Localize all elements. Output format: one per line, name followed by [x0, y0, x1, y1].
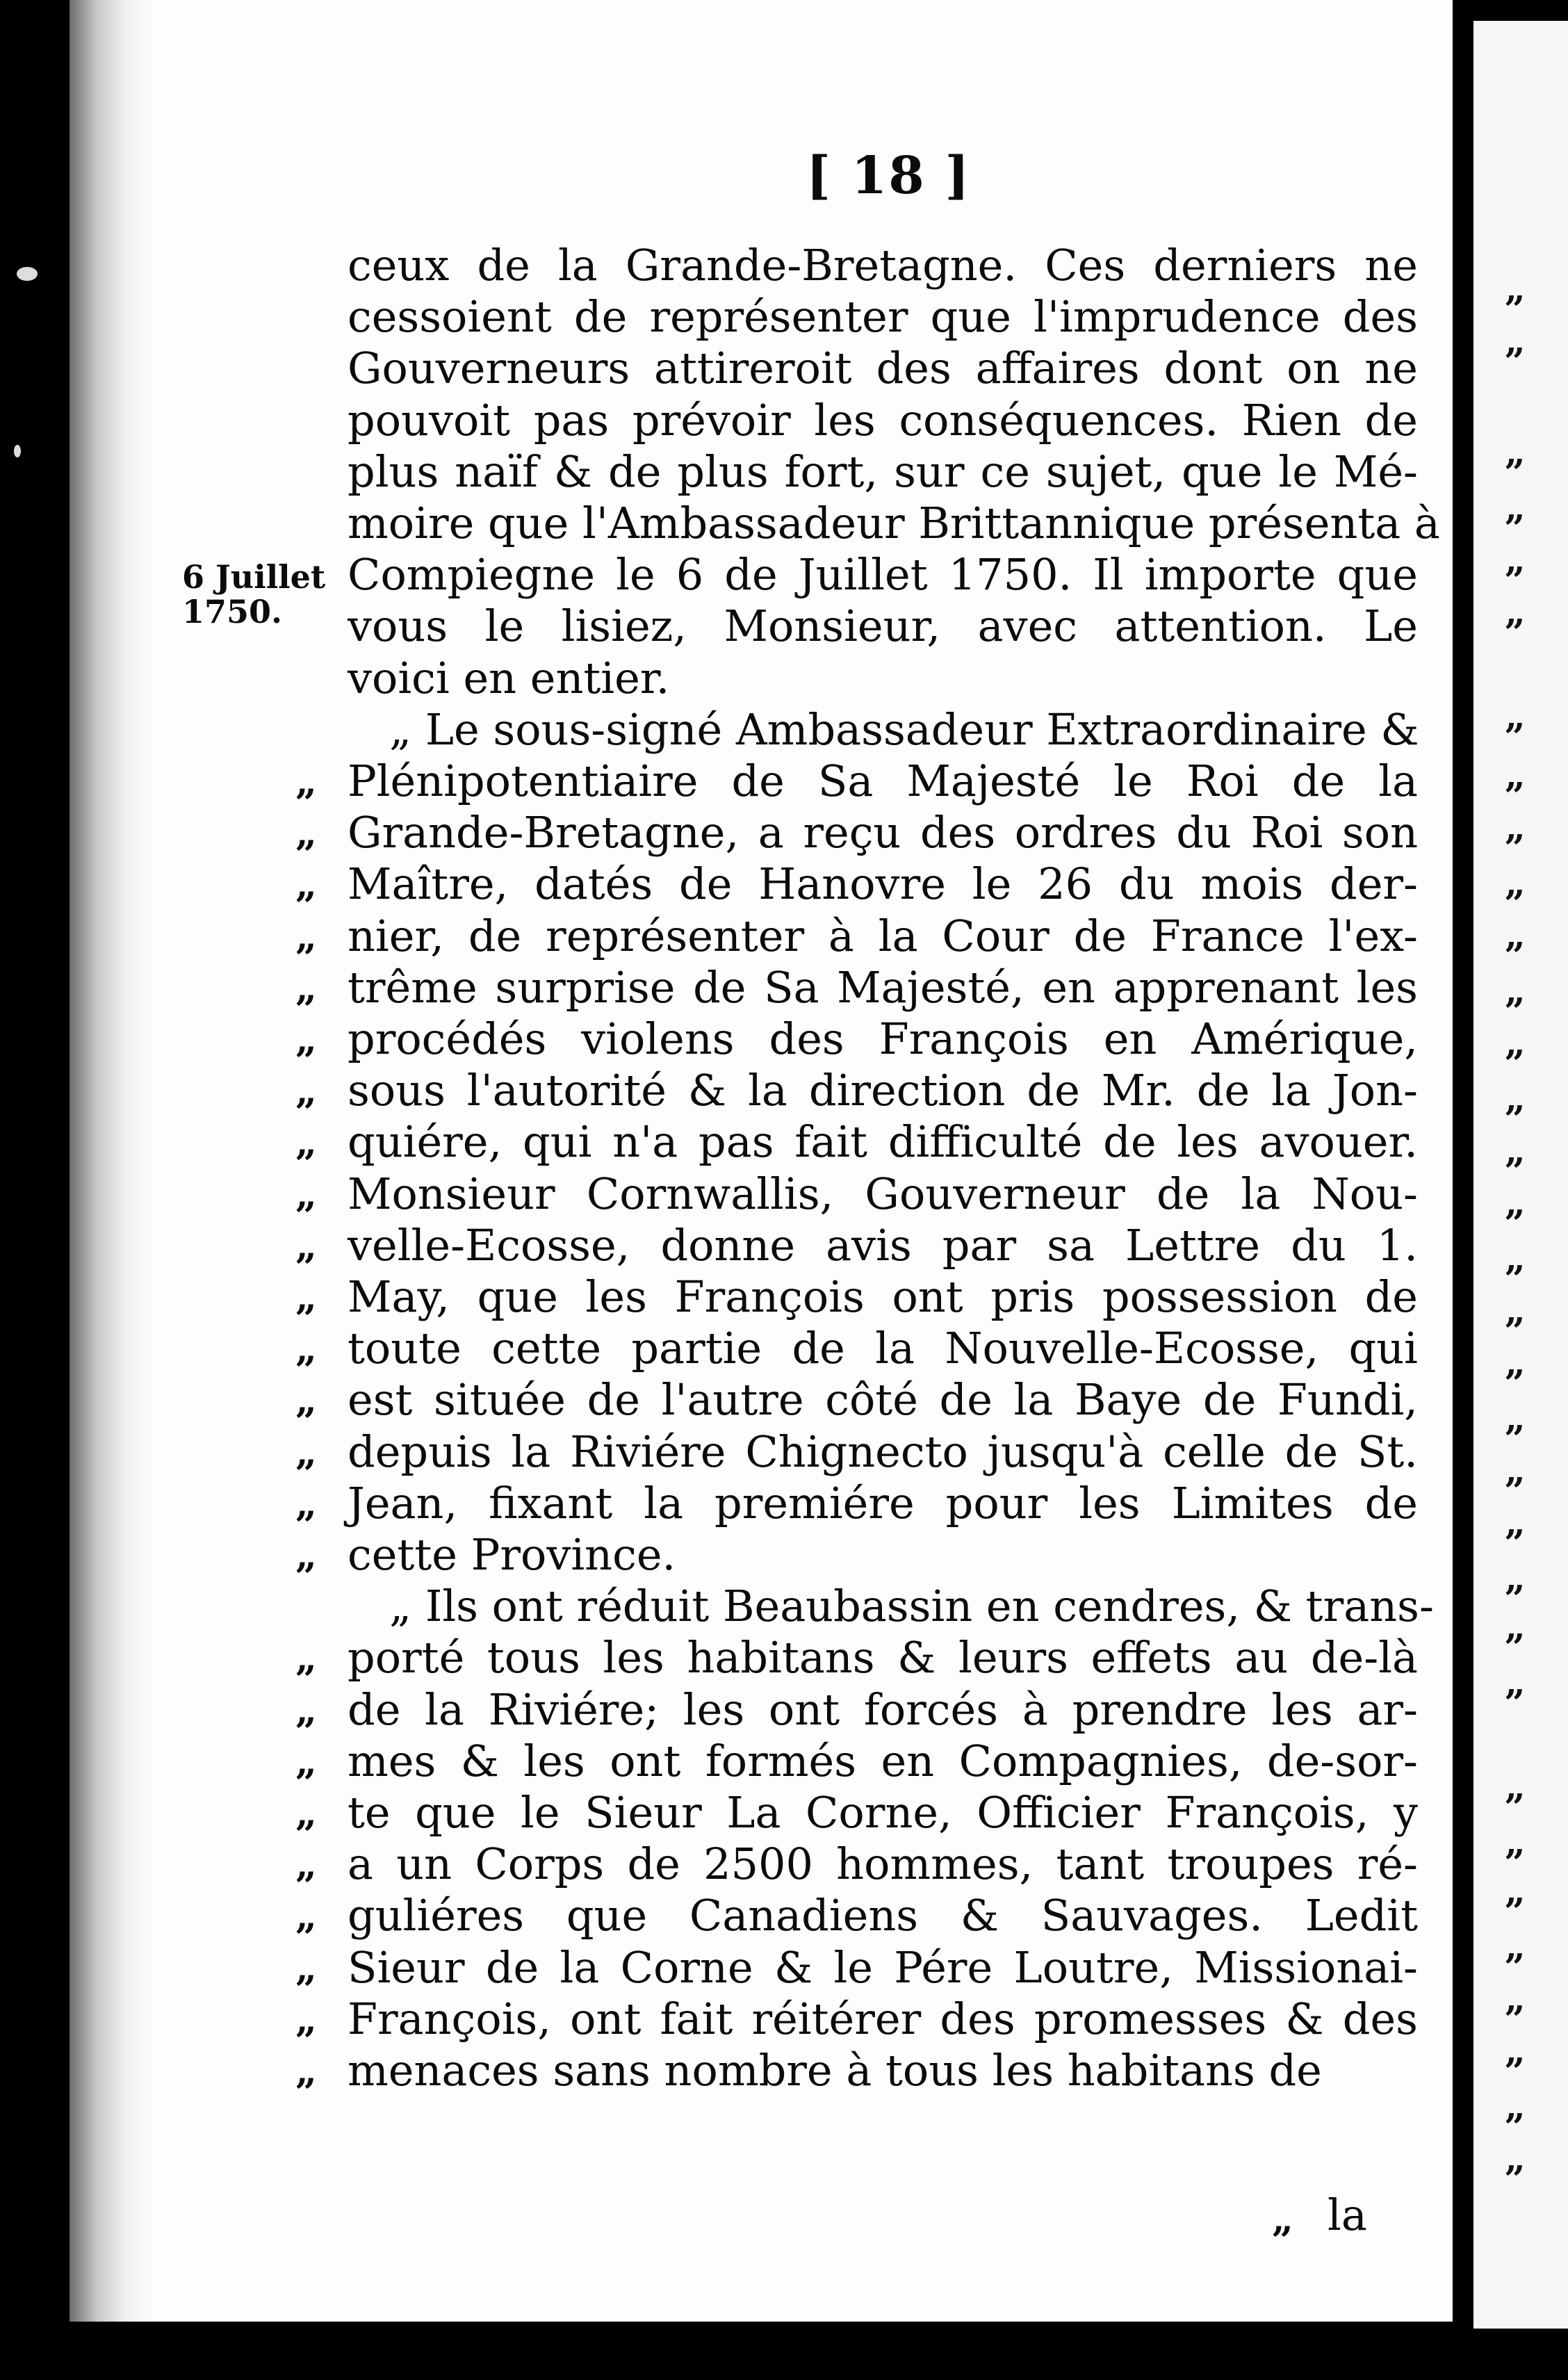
quote-mark: „ — [1505, 1501, 1526, 1544]
book-spine-shadow — [70, 0, 153, 2380]
quote-mark: „ — [295, 1739, 318, 1784]
quote-mark: „ — [1505, 862, 1526, 904]
text-line: Compiegne le 6 de Juillet 1750. Il importe que — [348, 549, 1418, 600]
text-line: te que le Sieur La Corne, Officier François, y — [348, 1787, 1418, 1838]
quote-mark: „ — [295, 1275, 318, 1319]
text-line: procédés violens des François en Amérique, — [348, 1013, 1418, 1064]
text-line: Sieur de la Corne & le Pére Loutre, Missionai- — [348, 1942, 1418, 1993]
text-line: Plénipotentiaire de Sa Majesté le Roi de la — [348, 756, 1418, 806]
quote-mark: „ — [1505, 1557, 1526, 1599]
quote-mark: „ — [295, 1533, 318, 1577]
quote-mark: „ — [1505, 1237, 1526, 1280]
quote-mark: „ — [1505, 1182, 1526, 1224]
text-line: voici en entier. — [348, 653, 670, 703]
left-scan-border — [0, 0, 70, 2380]
quote-mark: „ — [295, 759, 318, 804]
quote-mark: „ — [295, 1636, 318, 1680]
quote-mark: „ — [295, 1326, 318, 1371]
text-line: „ Le sous-signé Ambassadeur Extraordinaire & — [389, 704, 1419, 755]
text-line: ceux de la Grande-Bretagne. Ces derniers ne — [348, 240, 1418, 291]
quote-mark: „ — [1505, 539, 1526, 581]
quote-mark: „ — [295, 1430, 318, 1474]
text-line: quiére, qui n'a pas fait difficulté de les avouer. — [348, 1116, 1418, 1167]
page-divider — [1453, 0, 1473, 2380]
text-line: porté tous les habitans & leurs effets au de-là — [348, 1632, 1418, 1683]
text-line: Gouverneurs attireroit des affaires dont on ne — [348, 343, 1418, 393]
quote-mark: „ — [1505, 754, 1526, 797]
quote-mark: „ — [1505, 1821, 1526, 1864]
text-line: a un Corps de 2500 hommes, tant troupes ré- — [348, 1839, 1418, 1889]
quote-mark: „ — [295, 1688, 318, 1732]
quote-mark: „ — [295, 1946, 318, 1990]
text-line: trême surprise de Sa Majesté, en apprenant les — [348, 962, 1418, 1013]
quote-mark: „ — [295, 862, 318, 906]
text-line: guliéres que Canadiens & Sauvages. Ledit — [348, 1890, 1418, 1941]
margin-note-line: 6 Juillet — [182, 558, 326, 596]
quote-mark: „ — [1505, 1978, 1526, 2020]
text-line: mes & les ont formés en Compagnies, de-sor- — [348, 1736, 1418, 1786]
catchword: la — [1328, 2190, 1367, 2240]
quote-mark: „ — [1505, 1606, 1526, 1648]
quote-mark: „ — [1505, 1397, 1526, 1440]
quote-mark: „ — [1505, 591, 1526, 633]
quote-mark: „ — [1505, 1925, 1526, 1968]
quote-mark: „ — [1505, 1077, 1526, 1120]
page-number: [ 18 ] — [806, 146, 971, 206]
quote-mark: „ — [295, 1893, 318, 1938]
text-line: sous l'autorité & la direction de Mr. de la Jon- — [348, 1065, 1418, 1116]
text-line: moire que l'Ambassadeur Brittannique présenta à — [348, 498, 1440, 548]
ink-speck — [17, 267, 38, 281]
quote-mark: „ — [1505, 1661, 1526, 1704]
quote-mark: „ — [295, 965, 318, 1010]
quote-mark: „ — [1505, 1766, 1526, 1808]
quote-mark: „ — [1505, 487, 1526, 529]
quote-mark: „ — [1505, 1130, 1526, 1172]
quote-mark: „ — [295, 1068, 318, 1113]
quote-mark: „ — [295, 1223, 318, 1268]
text-line: velle-Ecosse, donne avis par sa Lettre du 1. — [348, 1220, 1418, 1271]
quote-mark: „ — [1505, 1449, 1526, 1492]
text-line: „ Ils ont réduit Beaubassin en cendres, & trans- — [389, 1581, 1434, 1631]
quote-mark: „ — [295, 1997, 318, 2041]
quote-mark: „ — [1272, 2196, 1294, 2241]
quote-mark: „ — [1505, 1870, 1526, 1912]
quote-mark: „ — [295, 1791, 318, 1835]
quote-mark: „ — [295, 1481, 318, 1526]
quote-mark: „ — [1505, 1289, 1526, 1332]
text-line: May, que les François ont pris possession de — [348, 1271, 1418, 1322]
text-line: Grande-Bretagne, a reçu des ordres du Roi son — [348, 807, 1418, 858]
quote-mark: „ — [1505, 268, 1526, 310]
text-line: vous le lisiez, Monsieur, avec attention. Le — [348, 601, 1418, 651]
text-line: François, ont fait réitérer des promesses & des — [348, 1994, 1418, 2044]
text-line: est située de l'autre côté de la Baye de Fundi, — [348, 1374, 1418, 1425]
quote-mark: „ — [295, 2048, 318, 2093]
quote-mark: „ — [1505, 431, 1526, 473]
ink-speck — [14, 445, 21, 457]
quote-mark: „ — [295, 1842, 318, 1886]
text-line: cessoient de représenter que l'imprudence des — [348, 291, 1418, 342]
margin-note-date — [182, 560, 325, 629]
text-line: depuis la Riviére Chignecto jusqu'à celle de St. — [348, 1426, 1418, 1477]
quote-mark: „ — [295, 1378, 318, 1422]
quote-mark: „ — [295, 810, 318, 855]
text-line: toute cette partie de la Nouvelle-Ecosse, qui — [348, 1323, 1418, 1374]
quote-mark: „ — [1505, 970, 1526, 1012]
quote-mark: „ — [1505, 2137, 1526, 2180]
quote-mark: „ — [295, 1172, 318, 1216]
text-line: pouvoit pas prévoir les conséquences. Rien de — [348, 395, 1418, 446]
quote-mark: „ — [1505, 695, 1526, 737]
text-line: Jean, fixant la premiére pour les Limites de — [348, 1478, 1418, 1529]
bottom-scan-border — [70, 2322, 1453, 2380]
text-line: plus naïf & de plus fort, sur ce sujet, que le Mé- — [348, 446, 1418, 497]
margin-note-line: 1750. — [182, 593, 283, 630]
text-line: cette Province. — [348, 1529, 676, 1580]
text-line: menaces sans nombre à tous les habitans de — [348, 2045, 1322, 2096]
text-line: nier, de représenter à la Cour de France l'ex- — [348, 911, 1418, 961]
quote-mark: „ — [1505, 1022, 1526, 1064]
quote-mark: „ — [1505, 2085, 1526, 2128]
text-line: Monsieur Cornwallis, Gouverneur de la Nou- — [348, 1168, 1418, 1219]
quote-mark: „ — [1505, 806, 1526, 849]
quote-mark: „ — [1505, 2030, 1526, 2072]
text-line: Maître, datés de Hanovre le 26 du mois der- — [348, 858, 1418, 909]
text-line: de la Riviére; les ont forcés à prendre les ar- — [348, 1684, 1418, 1735]
quote-mark: „ — [295, 914, 318, 959]
quote-mark: „ — [295, 1120, 318, 1164]
quote-mark: „ — [295, 1017, 318, 1061]
quote-mark: „ — [1505, 1342, 1526, 1384]
quote-mark: „ — [1505, 914, 1526, 956]
quote-mark: „ — [1505, 320, 1526, 362]
